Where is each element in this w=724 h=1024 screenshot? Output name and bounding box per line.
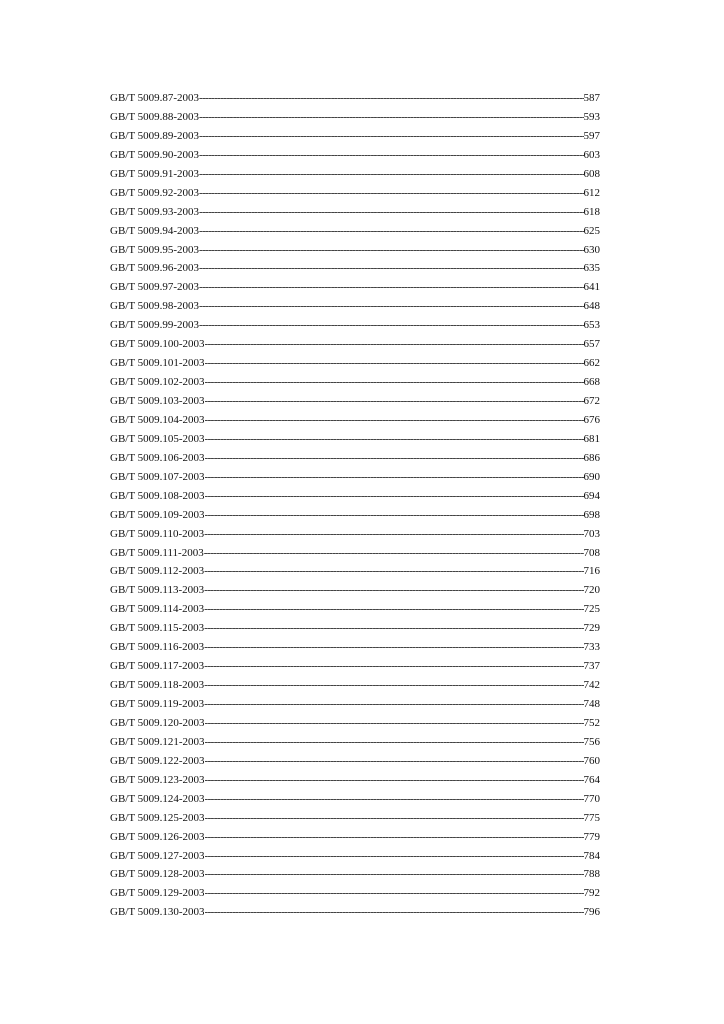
toc-entry[interactable] (110, 146, 600, 165)
toc-entry[interactable] (110, 695, 600, 714)
dot-leader (199, 108, 583, 127)
toc-entry[interactable] (110, 676, 600, 695)
toc-entry[interactable] (110, 392, 600, 411)
dot-leader (205, 354, 584, 373)
toc-entry[interactable] (110, 506, 600, 525)
toc-entry-page-number: 729 (583, 622, 600, 635)
toc-entry[interactable] (110, 316, 600, 335)
toc-entry[interactable] (110, 468, 600, 487)
toc-entry-code: GB/T 5009.99-2003 (110, 319, 200, 332)
dot-leader (205, 809, 584, 828)
toc-entry-code: GB/T 5009.88-2003 (110, 110, 200, 123)
toc-entry-code: GB/T 5009.106-2003 (110, 451, 205, 464)
toc-entry-code: GB/T 5009.109-2003 (110, 508, 205, 521)
toc-entry-code: GB/T 5009.128-2003 (110, 868, 205, 881)
toc-entry[interactable] (110, 790, 600, 809)
dot-leader (205, 506, 584, 525)
toc-entry-code: GB/T 5009.95-2003 (110, 243, 200, 256)
toc-entry-code: GB/T 5009.94-2003 (110, 224, 200, 237)
toc-entry[interactable] (110, 89, 600, 108)
toc-entry[interactable] (110, 657, 600, 676)
toc-entry[interactable] (110, 525, 600, 544)
toc-entry[interactable] (110, 354, 600, 373)
dot-leader (199, 278, 583, 297)
toc-entry[interactable] (110, 222, 600, 241)
dot-leader (204, 525, 583, 544)
toc-entry-code: GB/T 5009.120-2003 (110, 716, 205, 729)
toc-entry[interactable] (110, 411, 600, 430)
dot-leader (204, 544, 584, 563)
toc-entry-code: GB/T 5009.92-2003 (110, 186, 200, 199)
dot-leader (205, 752, 584, 771)
toc-entry-page-number: 608 (583, 167, 600, 180)
toc-entry-code: GB/T 5009.100-2003 (110, 338, 205, 351)
dot-leader (204, 657, 583, 676)
toc-entry[interactable] (110, 184, 600, 203)
toc-entry-page-number: 653 (583, 319, 600, 332)
toc-entry-page-number: 641 (583, 281, 600, 294)
toc-entry-page-number: 694 (583, 489, 600, 502)
dot-leader (205, 373, 584, 392)
toc-entry-page-number: 770 (583, 792, 600, 805)
toc-entry[interactable] (110, 487, 600, 506)
dot-leader (205, 847, 584, 866)
dot-leader (199, 222, 583, 241)
toc-entry-page-number: 593 (583, 110, 600, 123)
toc-entry-code: GB/T 5009.98-2003 (110, 300, 200, 313)
toc-entry-page-number: 779 (583, 830, 600, 843)
toc-entry[interactable] (110, 373, 600, 392)
toc-entry-code: GB/T 5009.112-2003 (110, 565, 205, 578)
toc-entry[interactable] (110, 809, 600, 828)
toc-entry-code: GB/T 5009.96-2003 (110, 262, 200, 275)
toc-entry-page-number: 698 (583, 508, 600, 521)
toc-entry[interactable] (110, 278, 600, 297)
toc-entry[interactable] (110, 600, 600, 619)
toc-entry[interactable] (110, 108, 600, 127)
dot-leader (205, 771, 584, 790)
dot-leader (204, 676, 583, 695)
toc-entry[interactable] (110, 449, 600, 468)
toc-entry-code: GB/T 5009.122-2003 (110, 754, 205, 767)
toc-entry[interactable] (110, 127, 600, 146)
toc-entry[interactable] (110, 884, 600, 903)
toc-entry-page-number: 690 (583, 470, 600, 483)
toc-entry-page-number: 676 (583, 413, 600, 426)
toc-entry-page-number: 737 (583, 660, 600, 673)
toc-entry-code: GB/T 5009.103-2003 (110, 395, 205, 407)
toc-entry-page-number: 784 (583, 849, 600, 862)
toc-entry-page-number: 742 (583, 679, 600, 692)
dot-leader (205, 790, 584, 809)
toc-entry[interactable] (110, 733, 600, 752)
toc-entry-code: GB/T 5009.102-2003 (110, 376, 205, 389)
toc-entry[interactable] (110, 203, 600, 222)
dot-leader (205, 865, 584, 884)
toc-entry-page-number: 587 (583, 92, 600, 104)
toc-entry-code: GB/T 5009.101-2003 (110, 357, 205, 370)
toc-entry[interactable] (110, 165, 600, 184)
dot-leader (205, 884, 584, 903)
toc-entry-code: GB/T 5009.90-2003 (110, 148, 200, 161)
toc-entry-page-number: 686 (583, 451, 600, 464)
dot-leader (205, 828, 584, 847)
dot-leader (204, 600, 583, 619)
dot-leader (205, 733, 584, 752)
toc-entry[interactable] (110, 297, 600, 316)
toc-entry-page-number: 752 (583, 716, 600, 729)
toc-entry-code: GB/T 5009.105-2003 (110, 432, 205, 445)
toc-entry-code: GB/T 5009.87-2003 (110, 92, 200, 104)
toc-entry[interactable] (110, 619, 600, 638)
dot-leader (199, 127, 583, 146)
dot-leader (204, 638, 583, 657)
toc-entry[interactable] (110, 259, 600, 278)
toc-entry-code: GB/T 5009.123-2003 (110, 773, 205, 786)
toc-entry-code: GB/T 5009.110-2003 (110, 527, 205, 540)
toc-entry-page-number: 796 (583, 906, 600, 919)
toc-entry[interactable] (110, 581, 600, 600)
toc-entry[interactable] (110, 335, 600, 354)
toc-entry-code: GB/T 5009.104-2003 (110, 413, 205, 426)
dot-leader (199, 184, 583, 203)
dot-leader (205, 449, 584, 468)
toc-entry-page-number: 657 (583, 338, 600, 351)
toc-entry-code: GB/T 5009.91-2003 (110, 167, 200, 180)
toc-entry-page-number: 648 (583, 300, 600, 313)
toc-entry-code: GB/T 5009.93-2003 (110, 205, 200, 218)
toc-entry-page-number: 725 (583, 603, 600, 616)
dot-leader (205, 335, 584, 354)
toc-entry-page-number: 716 (583, 565, 600, 578)
dot-leader (199, 203, 583, 222)
toc-entry[interactable] (110, 771, 600, 790)
toc-entry-code: GB/T 5009.116-2003 (110, 641, 205, 654)
toc-entry-page-number: 668 (583, 376, 600, 389)
toc-entry-code: GB/T 5009.130-2003 (110, 906, 205, 919)
toc-entry-page-number: 630 (583, 243, 600, 256)
toc-entry-code: GB/T 5009.114-2003 (110, 603, 205, 616)
toc-entry-page-number: 703 (583, 527, 600, 540)
toc-entry[interactable] (110, 544, 600, 563)
toc-entry-page-number: 775 (583, 811, 600, 824)
toc-entry[interactable] (110, 903, 600, 922)
toc-entry-page-number: 788 (583, 868, 600, 881)
dot-leader (205, 430, 584, 449)
dot-leader (199, 297, 583, 316)
dot-leader (204, 619, 583, 638)
dot-leader (205, 487, 584, 506)
toc-entry-page-number: 760 (583, 754, 600, 767)
toc-entry-page-number: 625 (583, 224, 600, 237)
toc-entry-page-number: 756 (583, 735, 600, 748)
toc-entry-page-number: 635 (583, 262, 600, 275)
toc-entry[interactable] (110, 430, 600, 449)
toc-entry[interactable] (110, 714, 600, 733)
dot-leader (205, 714, 584, 733)
toc-entry-page-number: 603 (583, 148, 600, 161)
toc-entry-page-number: 748 (583, 698, 600, 710)
dot-leader (205, 903, 584, 922)
toc-entry-code: GB/T 5009.129-2003 (110, 887, 205, 900)
toc-entry[interactable] (110, 562, 600, 581)
dot-leader (199, 241, 583, 260)
toc-entry-page-number: 708 (583, 546, 600, 559)
dot-leader (199, 89, 583, 108)
dot-leader (199, 165, 583, 184)
toc-entry-page-number: 764 (583, 773, 600, 786)
toc-entry-code: GB/T 5009.107-2003 (110, 470, 205, 483)
table-of-contents (110, 89, 600, 922)
toc-entry[interactable] (110, 241, 600, 260)
toc-entry-code: GB/T 5009.111-2003 (110, 546, 204, 559)
toc-entry[interactable] (110, 828, 600, 847)
toc-entry-page-number: 792 (583, 887, 600, 900)
dot-leader (204, 581, 583, 600)
toc-entry-code: GB/T 5009.117-2003 (110, 660, 205, 673)
toc-entry-code: GB/T 5009.113-2003 (110, 584, 205, 597)
toc-entry-page-number: 720 (583, 584, 600, 597)
toc-entry-code: GB/T 5009.115-2003 (110, 622, 205, 635)
toc-entry-code: GB/T 5009.119-2003 (110, 698, 205, 710)
toc-entry-code: GB/T 5009.89-2003 (110, 129, 200, 142)
toc-entry-page-number: 672 (583, 395, 600, 407)
toc-entry-code: GB/T 5009.124-2003 (110, 792, 205, 805)
dot-leader (205, 468, 584, 487)
toc-entry[interactable] (110, 752, 600, 771)
toc-entry-code: GB/T 5009.108-2003 (110, 489, 205, 502)
toc-entry-code: GB/T 5009.118-2003 (110, 679, 205, 692)
toc-entry-code: GB/T 5009.127-2003 (110, 849, 205, 862)
toc-entry-page-number: 597 (583, 129, 600, 142)
dot-leader (205, 392, 584, 411)
toc-entry[interactable] (110, 865, 600, 884)
dot-leader (199, 146, 583, 165)
toc-entry-code: GB/T 5009.97-2003 (110, 281, 200, 294)
dot-leader (199, 259, 583, 278)
toc-entry-code: GB/T 5009.121-2003 (110, 735, 205, 748)
dot-leader (199, 316, 583, 335)
toc-entry[interactable] (110, 638, 600, 657)
dot-leader (204, 695, 583, 714)
toc-entry-code: GB/T 5009.125-2003 (110, 811, 205, 824)
toc-entry-page-number: 618 (583, 205, 600, 218)
dot-leader (204, 562, 583, 581)
toc-entry-page-number: 733 (583, 641, 600, 654)
dot-leader (205, 411, 584, 430)
toc-entry[interactable] (110, 847, 600, 866)
toc-entry-code: GB/T 5009.126-2003 (110, 830, 205, 843)
toc-entry-page-number: 662 (583, 357, 600, 370)
toc-entry-page-number: 681 (583, 432, 600, 445)
toc-entry-page-number: 612 (583, 186, 600, 199)
